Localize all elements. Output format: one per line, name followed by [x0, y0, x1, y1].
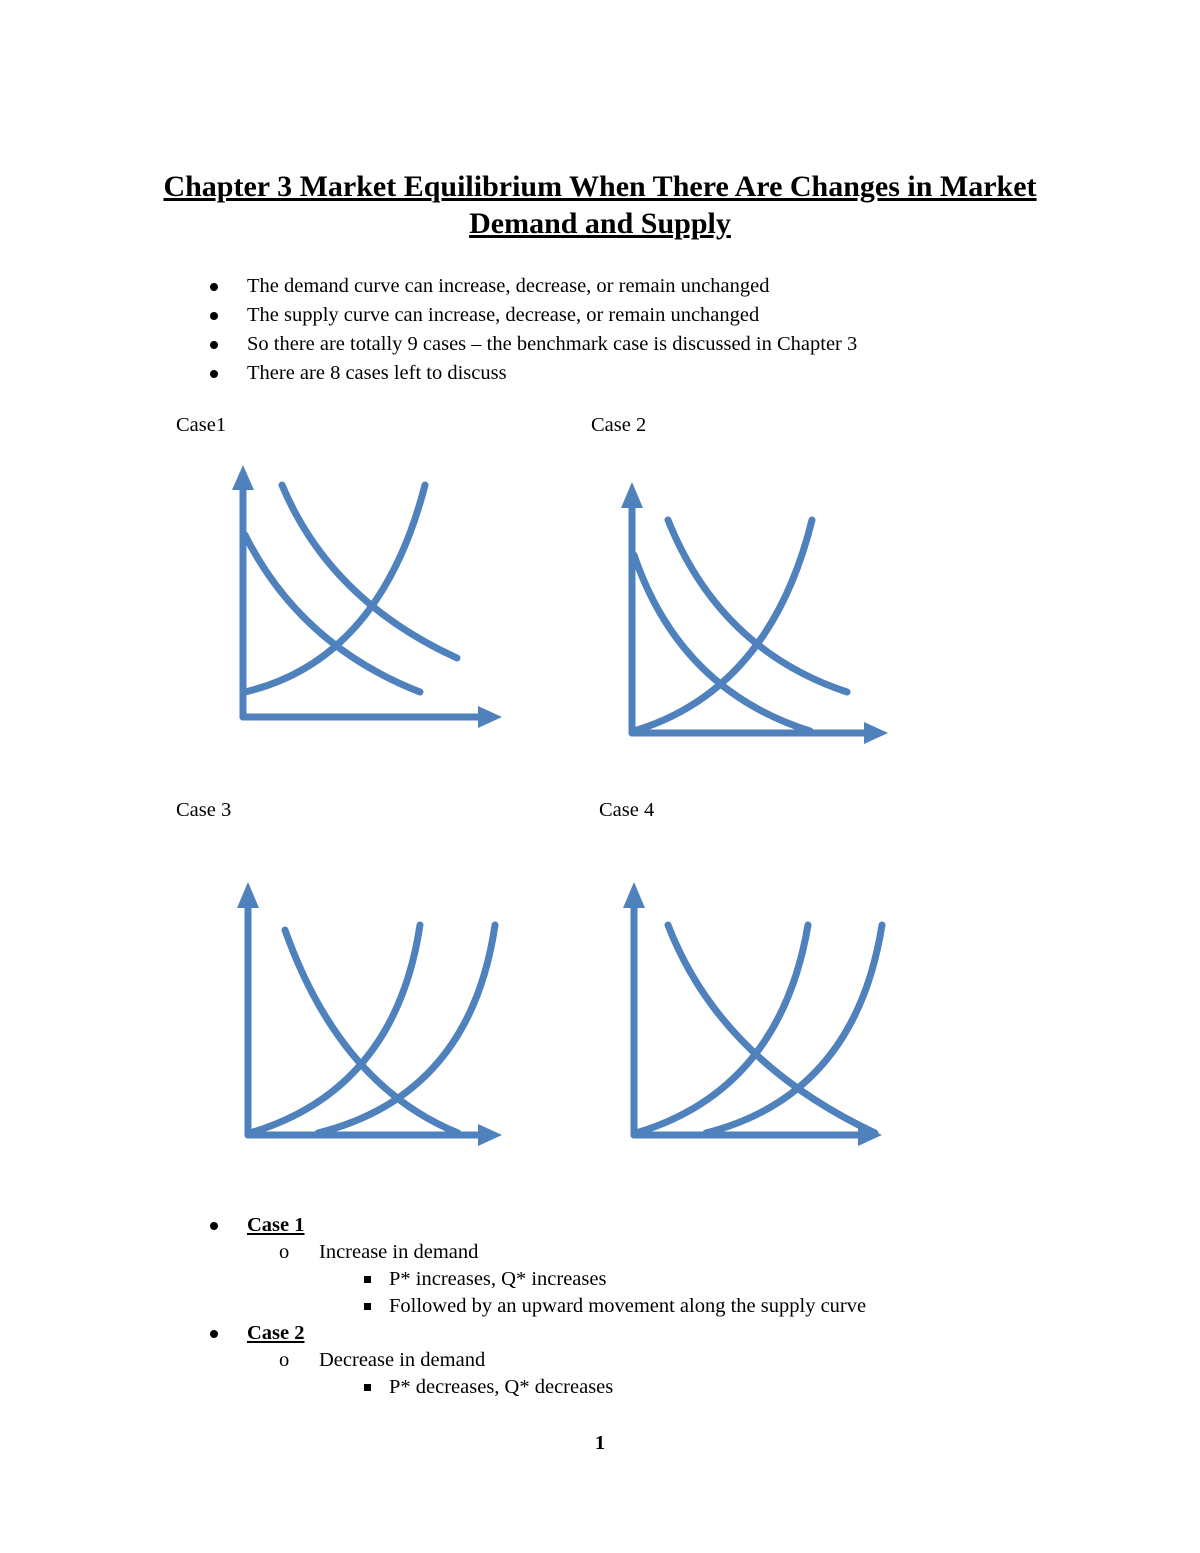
case-detail: Followed by an upward movement along the supply curve	[319, 1293, 866, 1320]
x-axis-arrowhead	[478, 706, 502, 728]
case-subpoint-text: Decrease in demand	[319, 1349, 486, 1371]
y-axis-arrowhead	[621, 482, 643, 508]
demand-curve-new	[634, 555, 810, 731]
case-subpoint	[247, 1347, 866, 1401]
demand-curve-original	[668, 520, 847, 692]
case-1-label: Case1	[176, 414, 227, 436]
case-detail: P* decreases, Q* decreases	[319, 1374, 866, 1401]
case-notes-list	[205, 1212, 866, 1401]
case-subpoints	[247, 1239, 866, 1320]
case-subpoint	[247, 1239, 866, 1320]
axes	[232, 465, 502, 728]
case-3-graph	[225, 870, 515, 1155]
page-title: Chapter 3 Market Equilibrium When There Are Changes in Market Demand and Supply	[163, 170, 1037, 240]
y-axis-arrowhead	[237, 882, 259, 908]
sub-marker: o	[279, 1349, 290, 1371]
case-subpoints	[247, 1347, 866, 1401]
intro-bullet: So there are totally 9 cases – the benchmark case is discussed in Chapter 3	[205, 330, 857, 359]
x-axis-arrowhead	[478, 1124, 502, 1146]
case-detail: P* increases, Q* increases	[319, 1266, 866, 1293]
intro-bullet: There are 8 cases left to discuss	[205, 359, 857, 388]
case-subpoint-text: Increase in demand	[319, 1241, 479, 1263]
axes	[623, 882, 882, 1146]
supply-curve	[634, 520, 812, 731]
case-4-label: Case 4	[599, 799, 655, 821]
intro-bullet: The demand curve can increase, decrease, or remain unchanged	[205, 272, 857, 301]
intro-bullet: The supply curve can increase, decrease, or remain unchanged	[205, 301, 857, 330]
case-2-graph	[612, 475, 902, 750]
case-heading: Case 2	[247, 1322, 305, 1344]
case-3-label: Case 3	[176, 799, 232, 821]
case-1-graph	[225, 460, 515, 735]
axes	[237, 882, 502, 1146]
intro-bullet-list	[205, 272, 857, 388]
page-number: 1	[594, 1432, 606, 1454]
demand-curve-original	[245, 535, 420, 692]
demand-curve-new	[282, 485, 457, 658]
sub-marker: o	[279, 1241, 290, 1263]
case-2-label: Case 2	[591, 414, 647, 436]
case-note	[205, 1320, 866, 1401]
y-axis-arrowhead	[232, 465, 254, 490]
case-detail-list	[319, 1266, 866, 1320]
case-4-graph	[612, 870, 902, 1155]
y-axis-arrowhead	[623, 882, 645, 908]
case-heading: Case 1	[247, 1214, 305, 1236]
case-detail-list	[319, 1374, 866, 1401]
x-axis-arrowhead	[864, 722, 888, 744]
supply-curve	[245, 485, 425, 692]
case-note	[205, 1212, 866, 1320]
